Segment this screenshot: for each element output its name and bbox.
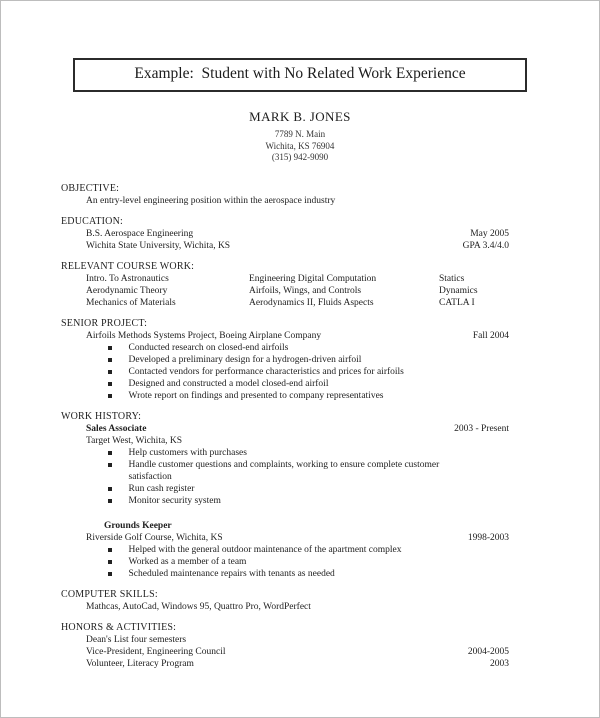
- senior-project-title: Airfoils Methods Systems Project, Boeing Airplane Company: [86, 330, 322, 341]
- candidate-name: MARK B. JONES: [249, 109, 351, 124]
- bullet-text: Handle customer questions and complaints, working to ensure complete customer satisfaction: [128, 459, 440, 482]
- bullet-icon: [108, 548, 112, 552]
- bullet-text: Scheduled maintenance repairs with tenants as needed: [128, 568, 335, 579]
- senior-project-heading: SENIOR PROJECT:: [61, 317, 148, 329]
- coursework-row: [86, 273, 509, 285]
- bullet-icon: [108, 463, 112, 467]
- coursework-row: [86, 297, 509, 309]
- job-title: Grounds Keeper: [104, 520, 172, 531]
- phone-number: (315) 942-9090: [271, 152, 329, 162]
- list-item: [108, 342, 509, 354]
- course-cell: Aerodynamic Theory: [86, 285, 168, 296]
- bullet-text: Designed and constructed a model closed-end airfoil: [128, 378, 329, 389]
- degree-date: May 2005: [470, 228, 509, 239]
- course-cell: Mechanics of Materials: [86, 297, 176, 308]
- bullet-icon: [108, 346, 112, 350]
- list-item: [108, 483, 509, 495]
- bullet-icon: [108, 358, 112, 362]
- honors-date: 2003: [490, 658, 509, 669]
- bullet-text: Helped with the general outdoor maintenance of the apartment complex: [128, 544, 402, 555]
- list-item: [108, 495, 509, 507]
- section-honors: [61, 622, 509, 670]
- course-cell: Airfoils, Wings, and Controls: [249, 285, 362, 296]
- honors-date: 2004-2005: [467, 646, 509, 657]
- address-line-2: Wichita, KS 76904: [265, 140, 335, 151]
- education-degree-line: [86, 228, 509, 240]
- document-title: Example: Student with No Related Work Experience: [73, 58, 527, 92]
- list-item: [108, 544, 509, 556]
- bullet-icon: [108, 451, 112, 455]
- bullet-text: Contacted vendors for performance characteristics and prices for airfoils: [128, 366, 404, 377]
- bullet-icon: [108, 499, 112, 503]
- course-cell: CATLA I: [439, 297, 475, 308]
- address-line-1: 7789 N. Main: [274, 129, 326, 139]
- resume-body: [61, 183, 509, 670]
- job-employer: Target West, Wichita, KS: [86, 435, 183, 446]
- section-senior-project: [61, 318, 509, 402]
- bullet-text: Conducted research on closed-end airfoils: [128, 342, 289, 353]
- honors-heading: HONORS & ACTIVITIES:: [61, 621, 177, 633]
- coursework-heading: RELEVANT COURSE WORK:: [61, 260, 195, 272]
- job-date: 2003 - Present: [454, 423, 509, 434]
- job-employer: Riverside Golf Course, Wichita, KS: [86, 532, 223, 543]
- work-history-heading: WORK HISTORY:: [61, 410, 142, 422]
- list-item: [108, 378, 509, 390]
- bullet-text: Developed a preliminary design for a hydrogen-driven airfoil: [128, 354, 362, 365]
- bullet-icon: [108, 572, 112, 576]
- education-school-line: [86, 240, 509, 252]
- senior-project-date: Fall 2004: [472, 330, 509, 341]
- computer-skills-text: Mathcas, AutoCad, Windows 95, Quattro Pro, WordPerfect: [86, 601, 311, 612]
- honors-item: Vice-President, Engineering Council: [86, 646, 226, 657]
- bullet-icon: [108, 370, 112, 374]
- computer-skills-heading: COMPUTER SKILLS:: [61, 588, 158, 600]
- course-cell: Dynamics: [439, 285, 478, 296]
- school: Wichita State University, Wichita, KS: [86, 240, 231, 251]
- list-item: [108, 556, 509, 568]
- section-objective: [61, 183, 509, 207]
- course-cell: Statics: [439, 273, 465, 284]
- list-item: [108, 354, 509, 366]
- section-education: [61, 216, 509, 252]
- section-work-history: [61, 411, 509, 580]
- list-item: [108, 366, 509, 378]
- job-entry: [61, 520, 509, 580]
- resume-header: [1, 109, 599, 164]
- bullet-text: Run cash register: [128, 483, 195, 494]
- objective-heading: OBJECTIVE:: [61, 182, 120, 194]
- bullet-text: Help customers with purchases: [128, 447, 247, 458]
- course-cell: Aerodynamics II, Fluids Aspects: [249, 297, 374, 308]
- bullet-text: Wrote report on findings and presented to company representatives: [128, 390, 384, 401]
- list-item: [108, 390, 509, 402]
- honors-item: Volunteer, Literacy Program: [86, 658, 194, 669]
- honors-item-line: [86, 658, 509, 670]
- objective-text: An entry-level engineering position within the aerospace industry: [86, 195, 336, 206]
- job-entry: [61, 423, 509, 507]
- job-employer-line: [86, 532, 509, 544]
- list-item: [108, 568, 509, 580]
- list-item: [108, 447, 509, 459]
- bullet-text: Monitor security system: [128, 495, 221, 506]
- degree: B.S. Aerospace Engineering: [86, 228, 194, 239]
- job-date: 1998-2003: [467, 532, 509, 543]
- education-heading: EDUCATION:: [61, 215, 123, 227]
- list-item: [108, 459, 509, 483]
- course-cell: Engineering Digital Computation: [249, 273, 377, 284]
- section-computer-skills: [61, 589, 509, 613]
- honors-item: Dean's List four semesters: [86, 634, 187, 645]
- course-cell: Intro. To Astronautics: [86, 273, 169, 284]
- bullet-icon: [108, 394, 112, 398]
- coursework-row: [86, 285, 509, 297]
- honors-item-line: [86, 646, 509, 658]
- bullet-icon: [108, 487, 112, 491]
- job-title-line: [86, 423, 509, 435]
- senior-project-title-line: [86, 330, 509, 342]
- bullet-text: Worked as a member of a team: [128, 556, 247, 567]
- bullet-icon: [108, 560, 112, 564]
- gpa: GPA 3.4/4.0: [462, 240, 509, 251]
- bullet-icon: [108, 382, 112, 386]
- section-coursework: [61, 261, 509, 309]
- job-title: Sales Associate: [86, 423, 147, 434]
